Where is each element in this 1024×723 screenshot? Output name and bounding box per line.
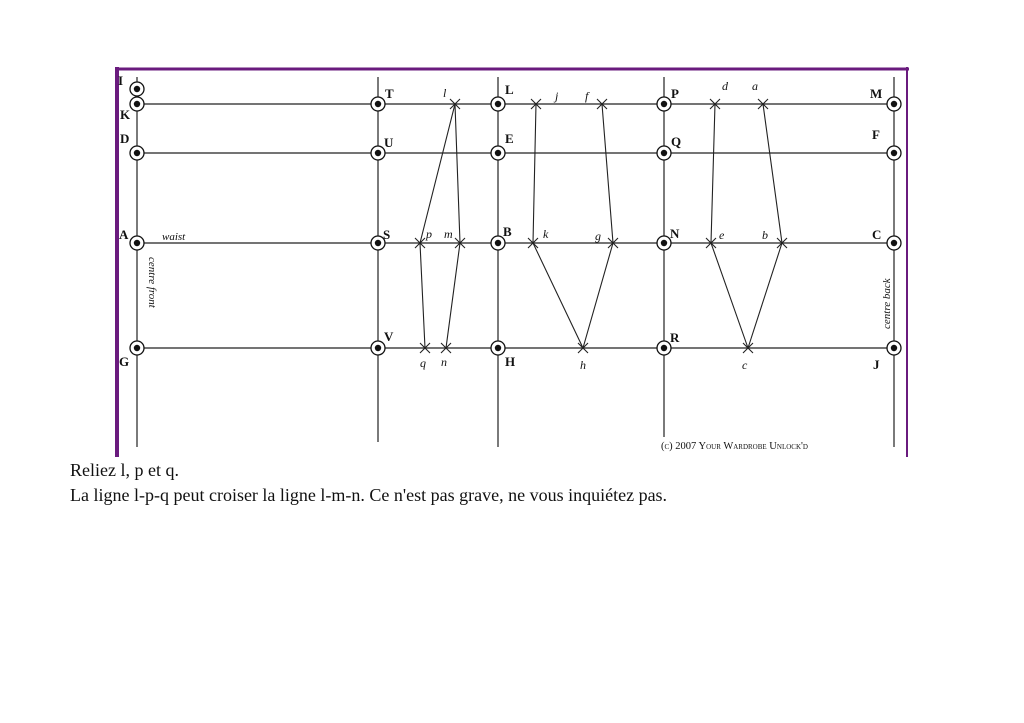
label-p-lower: p: [426, 227, 432, 241]
point-c-marker: [887, 236, 901, 250]
point-n-marker: [657, 236, 671, 250]
instruction-line-2: La ligne l-p-q peut croiser la ligne l-m-n. Ce n'est pas grave, ne vous inquiétez pas.: [70, 485, 668, 505]
dart-a-b-c: [748, 104, 782, 348]
label-f-lower: f: [585, 89, 589, 103]
label-l: L: [505, 82, 514, 97]
label-m-lower: m: [444, 227, 453, 241]
horizontal-lines: [137, 104, 894, 348]
label-c-lower: c: [742, 358, 748, 372]
instruction-line-1: Reliez l, p et q.: [70, 460, 179, 480]
label-b-lower: b: [762, 228, 768, 242]
dart-lines: [420, 104, 782, 348]
label-t: T: [385, 86, 394, 101]
label-g-lower: g: [595, 229, 601, 243]
point-l-marker: [491, 97, 505, 111]
point-f-marker: [887, 146, 901, 160]
label-h: H: [505, 354, 516, 369]
dart-j-k-h: [533, 104, 583, 348]
label-l-lower: l: [443, 86, 447, 100]
point-g-marker: [130, 341, 144, 355]
point-k-marker: [130, 97, 144, 111]
label-e-lower: e: [719, 228, 725, 242]
point-e-marker: [491, 146, 505, 160]
point-d-marker: [130, 146, 144, 160]
label-h-lower: h: [580, 358, 586, 372]
label-m: M: [870, 86, 883, 101]
label-j-lower: j: [555, 89, 559, 103]
cross-markers: [415, 99, 787, 353]
label-q-lower: q: [420, 356, 426, 370]
grid-point-labels: [118, 73, 882, 372]
pattern-drafting-svg: [115, 67, 909, 457]
label-q: Q: [671, 134, 682, 149]
label-s: S: [383, 227, 391, 242]
point-p-marker: [657, 97, 671, 111]
label-n-lower: n: [441, 355, 447, 369]
construction-point-labels: [420, 79, 768, 372]
label-i: I: [118, 73, 124, 88]
label-b: B: [503, 224, 512, 239]
centre-back-label: centre back: [881, 278, 893, 329]
label-d: D: [120, 131, 130, 146]
dart-f-g-h: [583, 104, 613, 348]
centre-front-label: centre front: [146, 257, 158, 308]
point-q-marker: [657, 146, 671, 160]
label-p: P: [671, 86, 679, 101]
point-u-marker: [371, 146, 385, 160]
dart-l-m-n: [446, 104, 460, 348]
pattern-diagram: [115, 67, 909, 457]
vertical-lines: [137, 77, 894, 447]
point-t-marker: [371, 97, 385, 111]
label-j: J: [873, 357, 880, 372]
label-g: G: [119, 354, 130, 369]
grid-dot-markers: [130, 82, 901, 355]
label-a: A: [119, 227, 129, 242]
dart-l-p-q: [420, 104, 455, 348]
label-c: C: [872, 227, 882, 242]
label-e: E: [505, 131, 514, 146]
label-k: K: [120, 107, 131, 122]
point-m-marker: [887, 97, 901, 111]
point-i-marker: [130, 82, 144, 96]
label-d-lower: d: [722, 79, 728, 93]
label-u: U: [384, 135, 394, 150]
point-a-marker: [130, 236, 144, 250]
label-v: V: [384, 329, 394, 344]
point-j-marker: [887, 341, 901, 355]
label-r: R: [670, 330, 680, 345]
label-n: N: [670, 226, 680, 241]
label-f: F: [872, 127, 880, 142]
dart-d-e-c: [711, 104, 748, 348]
point-v-marker: [371, 341, 385, 355]
label-k-lower: k: [543, 227, 549, 241]
point-r-marker: [657, 341, 671, 355]
copyright-text: (c) 2007 Your Wardrobe Unlock'd: [661, 441, 808, 452]
point-h-marker: [491, 341, 505, 355]
label-a-lower: a: [752, 79, 758, 93]
waist-label: waist: [162, 231, 186, 243]
